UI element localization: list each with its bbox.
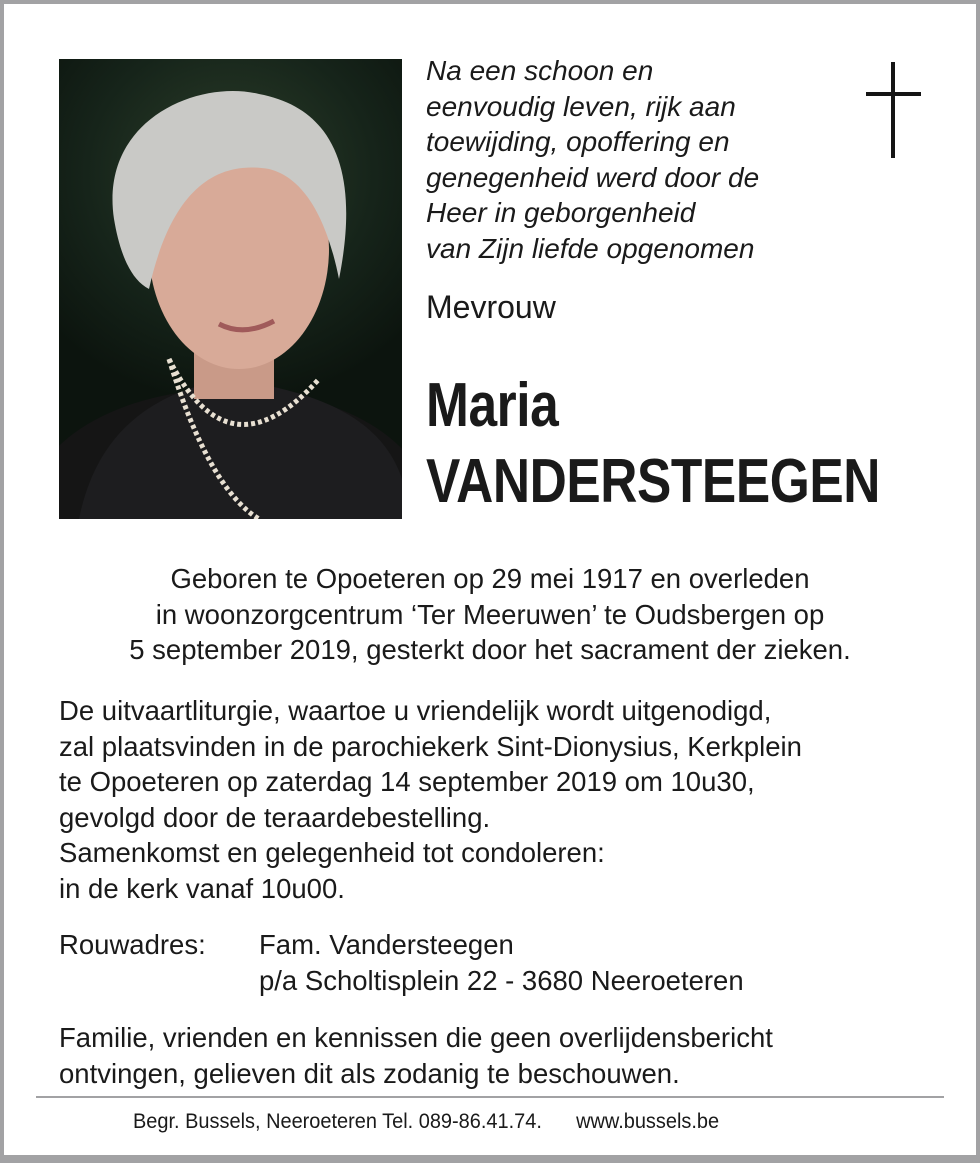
funeral-text (59, 693, 802, 906)
divider (36, 1096, 944, 1098)
verse-line: Heer in geborgenheid (426, 197, 696, 228)
cross-icon (866, 62, 921, 158)
last-name: VANDERSTEEGEN (426, 447, 881, 516)
verse-line: van Zijn liefde opgenomen (426, 232, 755, 264)
first-name: Maria (426, 371, 559, 440)
text-line: Familie, vrienden en kennissen die geen overlijdensbericht (59, 1022, 773, 1053)
text-line: Samenkomst en gelegenheid tot condoleren: (59, 837, 605, 868)
deceased-name (426, 368, 880, 520)
verse-line: genegenheid werd door de (426, 161, 760, 193)
text-line: in woonzorgcentrum ‘Ter Meeruwen’ te Oudsbergen op (155, 598, 825, 630)
family-note (59, 1020, 773, 1091)
verse-line: Na een schoon en (426, 55, 654, 86)
verse (426, 53, 759, 266)
verse-line: toewijding, opoffering en (426, 126, 730, 157)
footer (133, 1110, 719, 1134)
verse-line: eenvoudig leven, rijk aan (426, 90, 736, 122)
text-line: Geboren te Opoeteren op 29 mei 1917 en overleden (170, 563, 810, 594)
birth-death-text (40, 561, 940, 668)
website-link[interactable]: www.bussels.be (576, 1110, 720, 1133)
address-line: Fam. Vandersteegen (259, 929, 514, 960)
address-label: Rouwadres: (59, 929, 206, 960)
text-line: De uitvaartliturgie, waartoe u vriendelijk wordt uitgenodigd, (59, 695, 772, 726)
text-line: gevolgd door de teraardebestelling. (59, 801, 491, 833)
honorific: Mevrouw (426, 289, 556, 325)
text-line: 5 september 2019, gesterkt door het sacrament der zieken. (129, 634, 851, 665)
text-line: zal plaatsvinden in de parochiekerk Sint-Dionysius, Kerkplein (59, 730, 802, 762)
address-line: p/a Scholtisplein 22 - 3680 Neeroeteren (259, 964, 744, 996)
text-line: in de kerk vanaf 10u00. (59, 872, 345, 904)
text-line: te Opoeteren op zaterdag 14 september 2019 om 10u30, (59, 766, 755, 797)
text-line: ontvingen, gelieven dit als zodanig te beschouwen. (59, 1057, 680, 1089)
undertaker-info: Begr. Bussels, Neeroeteren Tel. 089-86.41.74. (133, 1110, 542, 1133)
portrait-photo (59, 59, 402, 519)
